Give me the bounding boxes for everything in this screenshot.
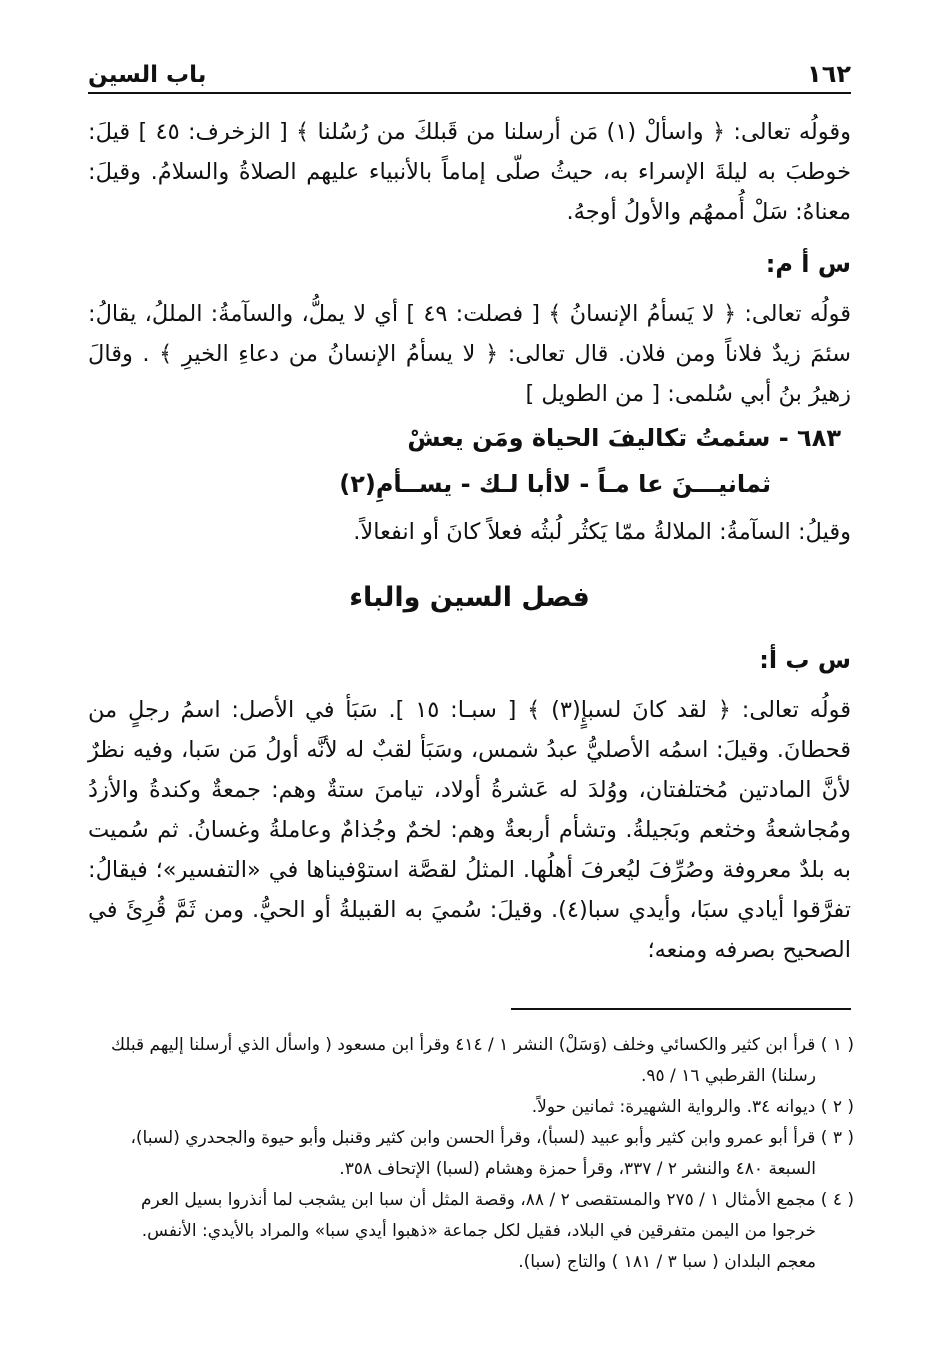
footnote-text: قرأ أبو عمرو وابن كثير وأبو عبيد (لسبأ)، وقرأ الحسن وابن كثير وقنبل وأبو حيوة والجحدري (لسبا)، [130,1128,816,1148]
footnote-text: ديوانه ٣٤. والرواية الشهيرة: ثمانين حولاً. [531,1097,816,1117]
paragraph-4: قولُه تعالى: ﴿ لقد كانَ لسبإٍ(٣) ﴾ [ سبـا: ١٥ ]. سَبَأ في الأصل: اسمُ رجلٍ من قحطانَ. وقيلَ: اسمُه الأصليُّ عبدُ شمس، وسَبَأ لقبٌ له لأنَّه أولُ مَن سَبا، وفيه نظرٌ لأنَّ المادتين مُختلفتان، ووُلدَ له عَشرةُ أولاد، تيامنَ ستةٌ وهم: جمعةٌ وكندةُ والأزدُ ومُجاشعةُ وخثعم وبَجيلةُ. وتشأم أربعةٌ وهم: لخمٌ وجُذامٌ وعاملةُ وغسانُ. ثم سُميت به بلدٌ معروفة وصُرِّفَ ليُعرفَ أهلُها. المثلُ لقصَّة استوْفيناها في «التفسير»؛ فيقالُ: تفرَّقوا أيادي سبَا، وأيدي سبا(٤). وقيلَ: سُميَ به القبيلةُ أو الحيُّ. ومن ثَمَّ قُرِئَ في الصحيح بصرفه ومنعه؛ [88,697,851,963]
footnote-separator [511,1008,851,1010]
footnote-1-continuation: رسلنا) القرطبي ١٦ / ٩٥. [640,1066,816,1086]
footnotes [80,1030,854,1278]
page-number: ١٦٢ [807,60,851,88]
page-header [88,52,851,94]
entry-heading-1: س أ م: [765,250,851,278]
verse-line-1: ٦٨٣ - سئمتُ تكاليفَ الحياة ومَن يعشْ [407,424,841,452]
footnote-2 [80,1092,854,1123]
footnote-marker: ( ٤ ) [820,1190,854,1210]
footnote-marker: ( ١ ) [820,1035,854,1055]
footnote-text: مجمع الأمثال ١ / ٢٧٥ والمستقصى ٢ / ٨٨، وقصة المثل أن سبا ابن يشجب لما أنذروا بسيل العرم [141,1190,816,1210]
footnote-3 [80,1123,854,1154]
paragraph-2: قولُه تعالى: ﴿ لا يَسأمُ الإنسانُ ﴾ [ فصلت: ٤٩ ] أي لا يملُّ، والسآمةُ: المللُ، يقالُ: سئمَ زيدٌ فلاناً ومن فلان. قال تعالى: ﴿ لا يسأمُ الإنسانُ من دعاءِ الخيرِ ﴾ . وقالَ زهيرُ بنُ أبي سُلمى: [ من الطويل ] [88,301,851,407]
entry-heading-2: س ب أ: [759,646,851,674]
footnote-marker: ( ٣ ) [820,1128,854,1148]
section-title: فصل السين والباء [349,582,590,613]
footnote-1 [80,1030,854,1061]
footnote-4-continuation: معجم البلدان ( سبا ٣ / ١٨١ ) والتاج (سبا). [518,1252,816,1272]
footnote-marker: ( ٢ ) [820,1097,854,1117]
verse-line-2: ثمانيـــنَ عا مـاً - لاأبا لـك - يســأمِ(٢) [339,470,771,498]
paragraph-1: وقولُه تعالى: ﴿ واسألْ (١) مَن أرسلنا من قَبلكَ من رُسُلنا ﴾ [ الزخرف: ٤٥ ] قيلَ: خوطبَ به ليلةَ الإسراء به، حيثُ صلّى إماماً بالأنبياء عليهم الصلاةُ والسلامُ. وقيلَ: معناهُ: سَلْ أُممهُم والأولُ أوجهُ. [88,119,851,225]
footnote-4 [80,1185,854,1216]
paragraph-3: وقيلُ: السآمةُ: الملالةُ ممّا يَكثُر لُبثُه فعلاً كانَ أو انفعالاً. [353,519,851,545]
footnote-4-continuation: خرجوا من اليمن متفرقين في البلاد، فقيل لكل جماعة «ذهبوا أيدي سبا» والمراد بالأيدي: الأنفس. [141,1221,816,1241]
chapter-title: باب السين [88,62,207,88]
footnote-text: قرأ ابن كثير والكسائي وخلف (وَسَلْ) النشر ١ / ٤١٤ وقرأ ابن مسعود ( واسأل الذي أرسلنا إليهم قبلك [110,1035,816,1055]
main-text [88,112,851,970]
footnote-3-continuation: السبعة ٤٨٠ والنشر ٢ / ٣٣٧، وقرأ حمزة وهشام (لسبا) الإتحاف ٣٥٨. [339,1159,816,1179]
